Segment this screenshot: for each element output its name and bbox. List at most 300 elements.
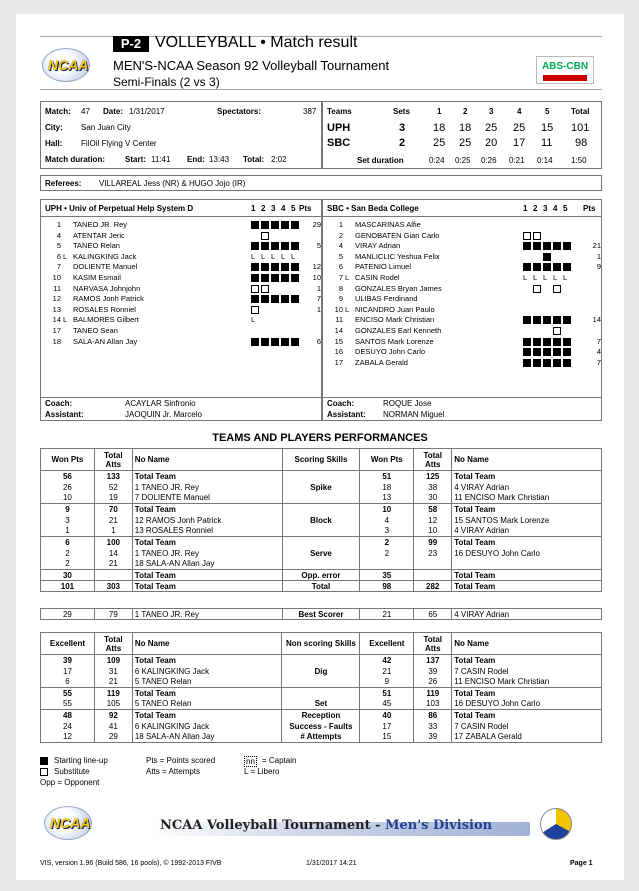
starting-lineup-icon — [261, 295, 269, 303]
starting-lineup-icon — [271, 263, 279, 271]
libero-set-marker: L — [281, 251, 286, 261]
cell: 52 — [94, 482, 132, 493]
substitute-icon — [251, 285, 259, 293]
player-name: ZABALA Gerald — [355, 357, 408, 367]
cell: 4 VIRAY Adrian — [452, 609, 602, 620]
libero-set-marker: L — [543, 273, 548, 282]
player-number: 18 — [52, 336, 61, 346]
player-name: TANEO Sean — [73, 326, 118, 335]
nonscoring-skills-table — [40, 632, 602, 743]
cell: 16 DESUYO John Carlo — [452, 699, 602, 710]
cell: 16 DESUYO John Carlo — [452, 548, 602, 559]
team_a-set-header: 5 — [291, 204, 296, 213]
cell: 9 — [360, 677, 414, 688]
total-label: Total: — [243, 155, 265, 164]
end-label: End: — [187, 155, 205, 164]
set-duration-1: 0:24 — [429, 156, 445, 165]
cell: 51 — [360, 688, 414, 699]
score-header-set5: 5 — [545, 107, 550, 116]
starting-lineup-icon — [553, 242, 561, 250]
skill-label — [282, 688, 360, 699]
score-header-sets: Sets — [393, 107, 410, 116]
cell: 7 DOLIENTE Manuel — [132, 493, 282, 504]
team-b-pts-header: Pts — [583, 204, 596, 213]
starting-lineup-icon — [543, 242, 551, 250]
cell: 55 — [41, 688, 95, 699]
cell: 303 — [94, 581, 132, 592]
skill-label — [282, 537, 360, 548]
cell: 30 — [414, 493, 452, 504]
match-label: Match: — [45, 107, 71, 116]
team-b-coach-label: Coach: — [327, 399, 355, 408]
table-row — [41, 526, 602, 537]
starting-lineup-icon — [533, 338, 541, 346]
cell — [414, 559, 452, 570]
cell: 12 — [41, 732, 95, 743]
skill-label: Dig — [282, 666, 360, 677]
libero-set-marker: L — [251, 251, 256, 261]
footer-version: VIS, version 1.96 (Build 586, 16 pools), © 1992-2013 FIVB — [40, 860, 222, 867]
player-points: 5 — [316, 241, 321, 251]
cell: 10 — [41, 493, 95, 504]
starting-lineup-icon — [291, 295, 299, 303]
player-number: 6 — [338, 262, 343, 272]
player-number: 2 — [338, 230, 343, 240]
player-number: 5 — [338, 251, 343, 261]
player-points: 21 — [592, 241, 601, 251]
cell: 23 — [414, 548, 452, 559]
player-points: 9 — [596, 262, 601, 272]
player-points: 1 — [316, 304, 321, 314]
score-team-b-sets: 2 — [399, 137, 406, 149]
column-header: Total Atts — [414, 449, 452, 471]
player-number: 13 — [52, 304, 61, 314]
starting-lineup-icon — [251, 295, 259, 303]
cell: 35 — [360, 570, 414, 581]
cell: 282 — [414, 581, 452, 592]
cell: 39 — [41, 655, 95, 666]
table-row — [41, 504, 602, 515]
cell: 1 TANEO JR. Rey — [132, 548, 282, 559]
set-duration-label: Set duration — [357, 156, 404, 165]
team_b-set-header: 4 — [553, 204, 558, 213]
score-table — [322, 101, 602, 169]
banner-title: NCAA Volleyball Tournament - — [160, 818, 386, 833]
legend-opp: Opp = Opponent — [40, 778, 100, 787]
table-row — [41, 548, 602, 559]
column-header: Total Atts — [414, 633, 452, 655]
table-header-row — [41, 449, 602, 471]
cell — [360, 559, 414, 570]
skill-label: # Attempts — [282, 732, 360, 743]
cell: 33 — [414, 721, 452, 732]
cell: 39 — [414, 732, 452, 743]
legend — [40, 756, 390, 792]
player-number: 7 — [56, 262, 61, 272]
score-team-b-s2: 25 — [459, 137, 472, 149]
cell: 30 — [41, 570, 95, 581]
starting-lineup-icon — [291, 263, 299, 271]
volleyball-icon — [540, 808, 572, 840]
cell: 17 — [360, 721, 414, 732]
cell: Total Team — [132, 570, 282, 581]
starting-lineup-icon — [523, 338, 531, 346]
starting-lineup-icon — [563, 359, 571, 367]
substitute-icon — [553, 327, 561, 335]
cell: Total Team — [132, 581, 282, 592]
cell: 41 — [94, 721, 132, 732]
cell: 55 — [41, 699, 95, 710]
player-name: ROSALES Ronniel — [73, 304, 136, 314]
cell: 103 — [414, 699, 452, 710]
player-name: SALA-AN Allan Jay — [73, 336, 138, 346]
cell: 105 — [94, 699, 132, 710]
player-number: 5 — [56, 241, 61, 251]
libero-marker: L — [345, 273, 350, 282]
skill-label: Total — [282, 581, 360, 592]
skill-label — [282, 493, 360, 504]
cell: 14 — [94, 548, 132, 559]
starting-lineup-icon — [523, 359, 531, 367]
table-row — [41, 732, 602, 743]
team-b-assistant-label: Assistant: — [327, 410, 366, 419]
best-scorer-row — [40, 608, 602, 620]
cell: 21 — [94, 559, 132, 570]
starting-lineup-icon — [553, 263, 561, 271]
table-row — [41, 482, 602, 493]
starting-lineup-icon — [291, 221, 299, 229]
round-label: Semi-Finals (2 vs 3) — [113, 75, 220, 89]
cell: 11 ENCISO Mark Christian — [452, 677, 602, 688]
skill-label: Reception — [282, 710, 360, 721]
player-name: MASCARINAS Alfie — [355, 220, 421, 229]
cell: 6 KALINGKING Jack — [132, 721, 282, 732]
score-header-set3: 3 — [489, 107, 494, 116]
scoring-skills-table — [40, 448, 602, 592]
skill-label: Serve — [282, 548, 360, 559]
cell: Total Team — [452, 570, 602, 581]
team_a-set-header: 4 — [281, 204, 286, 213]
set-duration-5: 0:14 — [537, 156, 553, 165]
player-name: PATENIO Limuel — [355, 262, 411, 272]
column-header: Total Atts — [94, 633, 132, 655]
starting-lineup-icon — [261, 221, 269, 229]
starting-lineup-icon — [281, 263, 289, 271]
cell: Total Team — [452, 688, 602, 699]
player-number: 8 — [338, 283, 343, 293]
score-header-set1: 1 — [437, 107, 442, 116]
cell: 6 — [41, 677, 95, 688]
player-number: 10 — [52, 273, 61, 282]
footer-datetime: 1/31/2017 14:21 — [306, 860, 357, 867]
libero-set-marker: L — [261, 251, 266, 261]
player-name: RAMOS Jonh Patrick — [73, 294, 144, 304]
team_a-set-header: 2 — [261, 204, 266, 213]
player-points: 7 — [316, 294, 321, 304]
cell: 2 — [360, 537, 414, 548]
starting-lineup-icon — [563, 348, 571, 356]
cell: 2 — [41, 559, 95, 570]
player-name: ENCISO Mark Christian — [355, 315, 435, 325]
skill-label — [282, 677, 360, 688]
cell: 99 — [414, 537, 452, 548]
player-name: KASIM Esmail — [73, 273, 121, 282]
starting-lineup-icon — [281, 274, 289, 282]
set-duration-total: 1:50 — [571, 156, 587, 165]
team-b-coach: ROQUE Jose — [383, 399, 432, 408]
team-a-assistant-label: Assistant: — [45, 410, 84, 419]
team-b-roster — [322, 199, 602, 421]
starting-lineup-icon — [553, 348, 561, 356]
table-row — [41, 471, 602, 482]
column-header: No Name — [452, 633, 602, 655]
date-label: Date: — [103, 107, 124, 116]
player-number: 11 — [335, 315, 343, 325]
duration-label: Match duration: — [45, 155, 105, 164]
match-info-box — [40, 101, 322, 169]
referees-row — [40, 175, 602, 191]
total-duration: 2:02 — [271, 155, 287, 164]
starting-lineup-icon — [291, 338, 299, 346]
player-points: 12 — [312, 262, 321, 272]
page-title: VOLLEYBALL • Match result — [155, 34, 358, 51]
cell: 17 — [41, 666, 95, 677]
referees-label: Referees: — [45, 179, 82, 188]
player-name: SANTOS Mark Lorenze — [355, 336, 434, 346]
team-b-assistant: NORMAN Miguel — [383, 410, 445, 419]
score-team-b-s3: 20 — [485, 137, 498, 149]
cell: 56 — [41, 471, 95, 482]
starting-lineup-icon — [523, 263, 531, 271]
ncaa-logo: NCAA — [42, 48, 96, 86]
starting-lineup-icon — [251, 221, 259, 229]
score-header-set2: 2 — [463, 107, 468, 116]
cell — [452, 559, 602, 570]
column-header: No Name — [132, 449, 282, 471]
skill-label: Opp. error — [282, 570, 360, 581]
starting-lineup-icon — [543, 359, 551, 367]
player-number: 12 — [52, 294, 61, 304]
cell: 6 KALINGKING Jack — [132, 666, 282, 677]
substitute-icon — [261, 285, 269, 293]
libero-set-marker: L — [523, 273, 528, 282]
starting-lineup-icon — [291, 274, 299, 282]
cell: Total Team — [452, 471, 602, 482]
cell: 13 ROSALES Ronniel — [132, 526, 282, 537]
starting-lineup-icon — [523, 316, 531, 324]
hall-label: Hall: — [45, 139, 63, 148]
score-team-a-s3: 25 — [485, 122, 498, 134]
cell: 42 — [360, 655, 414, 666]
team-a-roster — [40, 199, 322, 421]
match-date: 1/31/2017 — [129, 107, 165, 116]
starting-lineup-icon — [291, 242, 299, 250]
cell: 17 ZABALA Gerald — [452, 732, 602, 743]
cell: 119 — [414, 688, 452, 699]
starting-lineup-icon — [251, 338, 259, 346]
column-header: No Name — [132, 633, 282, 655]
starting-lineup-icon — [251, 274, 259, 282]
starting-lineup-icon — [563, 263, 571, 271]
cell: 1 — [41, 526, 95, 537]
starting-lineup-icon — [251, 242, 259, 250]
cell: 26 — [414, 677, 452, 688]
skill-label — [282, 526, 360, 537]
skill-label: Set — [282, 699, 360, 710]
spectators-count: 387 — [303, 107, 317, 116]
banner-division: Men's Division — [385, 818, 493, 833]
cell: 21 — [94, 677, 132, 688]
cell: Total Team — [452, 537, 602, 548]
player-points: 1 — [316, 283, 321, 293]
starting-lineup-icon — [271, 242, 279, 250]
player-number: 16 — [334, 347, 343, 357]
table-row — [41, 666, 602, 677]
cell: 133 — [94, 471, 132, 482]
libero-set-marker: L — [291, 251, 296, 261]
cell: 48 — [41, 710, 95, 721]
score-team-a-s1: 18 — [433, 122, 446, 134]
team-a-coach: ACAYLAR Sinfronio — [125, 399, 196, 408]
player-number: 11 — [53, 283, 61, 293]
cell: 2 — [360, 548, 414, 559]
column-header: Excellent — [41, 633, 95, 655]
score-team-a: UPH — [327, 122, 351, 134]
skill-label — [282, 655, 360, 666]
cell: Total Team — [132, 710, 282, 721]
starting-lineup-icon — [261, 338, 269, 346]
player-name: DESUYO John Carlo — [355, 347, 426, 357]
player-name: NICANDRO Juan Paulo — [355, 304, 435, 314]
column-header: Won Pts — [360, 449, 414, 471]
table-header-row — [41, 633, 602, 655]
cell: 1 TANEO JR. Rey — [132, 482, 282, 493]
substitute-icon — [533, 232, 541, 240]
hall-value: FilOil Flying V Center — [81, 139, 157, 148]
starting-lineup-icon — [533, 263, 541, 271]
team_a-set-header: 3 — [271, 204, 276, 213]
libero-marker: L — [63, 315, 68, 325]
player-name: ULIBAS Ferdinand — [355, 294, 418, 304]
cell: 19 — [94, 493, 132, 504]
cell: 38 — [414, 482, 452, 493]
skill-label: Success - Faults — [282, 721, 360, 732]
starting-lineup-icon — [543, 338, 551, 346]
player-name: TANEO Relan — [73, 241, 120, 251]
cell — [94, 570, 132, 581]
column-header: Scoring Skills — [282, 449, 360, 471]
player-number: 14 — [52, 315, 61, 325]
cell: Total Team — [452, 504, 602, 515]
starting-lineup-icon — [281, 242, 289, 250]
score-header-total: Total — [571, 107, 590, 116]
set-duration-3: 0:26 — [481, 156, 497, 165]
libero-set-marker: L — [251, 315, 256, 325]
player-number: 10 — [334, 304, 343, 314]
player-points: 10 — [312, 273, 321, 282]
starting-lineup-icon — [553, 338, 561, 346]
city-value: San Juan City — [81, 123, 131, 132]
player-name: MANLICLIC Yeshua Felix — [355, 251, 440, 261]
score-header-teams: Teams — [327, 107, 352, 116]
cell: 7 CASIN Rodel — [452, 721, 602, 732]
broadcaster-logo: ABS-CBN — [536, 56, 594, 84]
skill-label — [282, 504, 360, 515]
cell: Total Team — [452, 710, 602, 721]
table-row — [41, 581, 602, 592]
banner-ncaa-logo: NCAA — [44, 806, 98, 844]
tournament-banner — [40, 804, 602, 848]
footer-page: Page 1 — [570, 860, 593, 867]
player-points: 14 — [592, 315, 601, 325]
cell: 1 — [94, 526, 132, 537]
score-team-a-s2: 18 — [459, 122, 472, 134]
libero-set-marker: L — [271, 251, 276, 261]
starting-lineup-icon — [563, 242, 571, 250]
player-name: GENOBATEN Gian Carlo — [355, 230, 440, 240]
cell: 3 — [41, 515, 95, 526]
cell: 5 TANEO Relan — [132, 699, 282, 710]
cell: 101 — [41, 581, 95, 592]
player-number: 15 — [334, 336, 343, 346]
table-row — [41, 677, 602, 688]
cell: 100 — [94, 537, 132, 548]
cell: 21 — [360, 666, 414, 677]
score-team-b-s5: 11 — [541, 137, 553, 149]
team_b-set-header: 2 — [533, 204, 538, 213]
player-points: 4 — [596, 347, 601, 357]
cell: 24 — [41, 721, 95, 732]
cell: 15 — [360, 732, 414, 743]
cell: 65 — [414, 609, 452, 620]
starting-lineup-icon — [543, 316, 551, 324]
cell — [414, 570, 452, 581]
starting-lineup-icon — [271, 295, 279, 303]
set-duration-4: 0:21 — [509, 156, 525, 165]
player-number: 4 — [56, 230, 61, 240]
score-team-a-total: 101 — [571, 122, 590, 134]
starting-lineup-icon — [543, 253, 551, 261]
performances-title: TEAMS AND PLAYERS PERFORMANCES — [212, 432, 428, 444]
match-report-page — [16, 14, 624, 880]
starting-lineup-icon — [523, 242, 531, 250]
cell: 98 — [360, 581, 414, 592]
cell: Total Team — [452, 581, 602, 592]
cell: 45 — [360, 699, 414, 710]
score-team-a-sets: 3 — [399, 122, 406, 134]
table-row — [41, 688, 602, 699]
cell: 4 VIRAY Adrian — [452, 482, 602, 493]
cell: 7 CASIN Rodel — [452, 666, 602, 677]
starting-lineup-icon — [251, 263, 259, 271]
player-name: TANEO JR. Rey — [73, 220, 128, 229]
cell: 2 — [41, 548, 95, 559]
starting-lineup-icon — [281, 295, 289, 303]
table-row — [41, 721, 602, 732]
end-time: 13:43 — [209, 155, 230, 164]
cell: Total Team — [132, 504, 282, 515]
spectators-label: Spectators: — [217, 107, 262, 116]
table-row — [41, 710, 602, 721]
cell: 39 — [414, 666, 452, 677]
cell: Total Team — [132, 688, 282, 699]
starting-lineup-icon — [563, 316, 571, 324]
cell: 12 RAMOS Jonh Patrick — [132, 515, 282, 526]
cell: 119 — [94, 688, 132, 699]
captain-box-icon: nn — [246, 757, 255, 766]
starting-lineup-icon — [533, 316, 541, 324]
starting-lineup-icon — [261, 263, 269, 271]
